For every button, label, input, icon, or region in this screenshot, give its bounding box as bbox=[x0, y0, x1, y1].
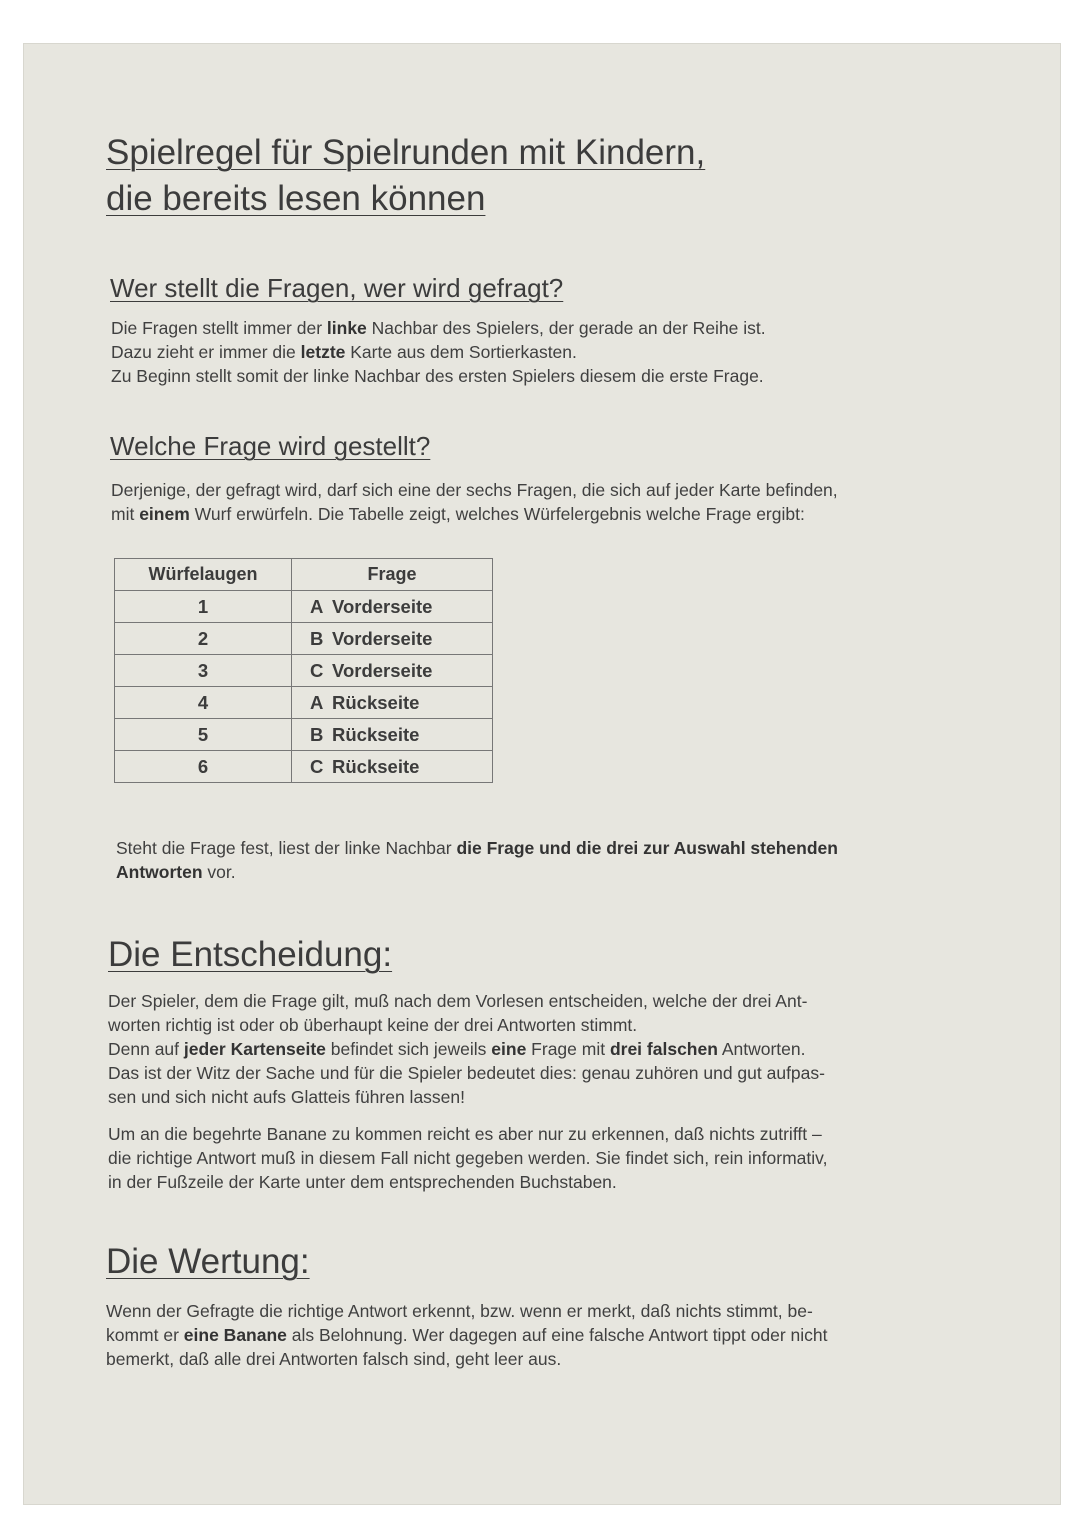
dice-question-table bbox=[114, 558, 493, 783]
question-cell: C Rückseite bbox=[292, 751, 493, 783]
title-line-2: die bereits lesen können bbox=[106, 179, 486, 218]
column-header-pips: Würfelaugen bbox=[115, 559, 292, 591]
table-row bbox=[115, 591, 493, 623]
rules-sheet bbox=[24, 44, 1060, 1504]
table-row bbox=[115, 719, 493, 751]
section-decision-paragraph-2: Um an die begehrte Banane zu kommen reicht es aber nur zu erkennen, daß nichts zutrifft – die richtige Antwort muß in diesem Fall nicht gegeben werden. Sie findet sich, rein informativ, in der Fußzeile der Karte unter dem entsprechenden Buchstaben. bbox=[108, 1124, 828, 1192]
section-heading-scoring: Die Wertung: bbox=[106, 1242, 310, 1281]
table-row bbox=[115, 623, 493, 655]
section-which-question-text: Derjenige, der gefragt wird, darf sich eine der sechs Fragen, die sich auf jeder Karte befinden, mit einem Wurf erwürfeln. Die Tabelle zeigt, welches Würfelergebnis welche Frage ergibt: bbox=[111, 480, 838, 524]
pips-cell: 5 bbox=[115, 719, 292, 751]
table-row bbox=[115, 751, 493, 783]
question-cell: B Rückseite bbox=[292, 719, 493, 751]
pips-cell: 2 bbox=[115, 623, 292, 655]
question-cell: A Rückseite bbox=[292, 687, 493, 719]
section-who-asks-text: Die Fragen stellt immer der linke Nachbar des Spielers, der gerade an der Reihe ist. Dazu zieht er immer die letzte Karte aus dem Sortierkasten. Zu Beginn stellt somit der linke Nachbar des ersten Spielers diesem die erste Frage. bbox=[111, 318, 766, 386]
title-line-1: Spielregel für Spielrunden mit Kindern, bbox=[106, 133, 706, 172]
table-row bbox=[115, 655, 493, 687]
pips-cell: 1 bbox=[115, 591, 292, 623]
question-cell: A Vorderseite bbox=[292, 591, 493, 623]
after-table-text: Steht die Frage fest, liest der linke Nachbar die Frage und die drei zur Auswahl stehenden Antworten vor. bbox=[116, 838, 838, 882]
pips-cell: 6 bbox=[115, 751, 292, 783]
section-heading-decision: Die Entscheidung: bbox=[108, 935, 393, 974]
section-heading-who-asks: Wer stellt die Fragen, wer wird gefragt? bbox=[110, 273, 564, 303]
table-row bbox=[115, 687, 493, 719]
pips-cell: 4 bbox=[115, 687, 292, 719]
pips-cell: 3 bbox=[115, 655, 292, 687]
question-cell: B Vorderseite bbox=[292, 623, 493, 655]
page-title bbox=[106, 130, 886, 222]
table-header-row bbox=[115, 559, 493, 591]
question-cell: C Vorderseite bbox=[292, 655, 493, 687]
section-heading-which-question: Welche Frage wird gestellt? bbox=[110, 431, 431, 461]
column-header-question: Frage bbox=[292, 559, 493, 591]
section-decision-paragraph-1: Der Spieler, dem die Frage gilt, muß nach dem Vorlesen entscheiden, welche der drei Ant- worten richtig ist oder ob überhaupt keine der drei Antworten stimmt. Denn auf jeder Kartenseite befindet sich jeweils eine Frage mit drei falschen Antworten. Das ist der Witz der Sache und für die Spieler bedeutet dies: genau zuhören und gut aufpas- sen und sich nicht aufs Glatteis führen lassen! bbox=[108, 991, 825, 1107]
section-scoring-text: Wenn der Gefragte die richtige Antwort erkennt, bzw. wenn er merkt, daß nichts stimmt, be- kommt er eine Banane als Belohnung. Wer dagegen auf eine falsche Antwort tippt oder nicht bemerkt, daß alle drei Antworten falsch sind, geht leer aus. bbox=[106, 1301, 828, 1369]
